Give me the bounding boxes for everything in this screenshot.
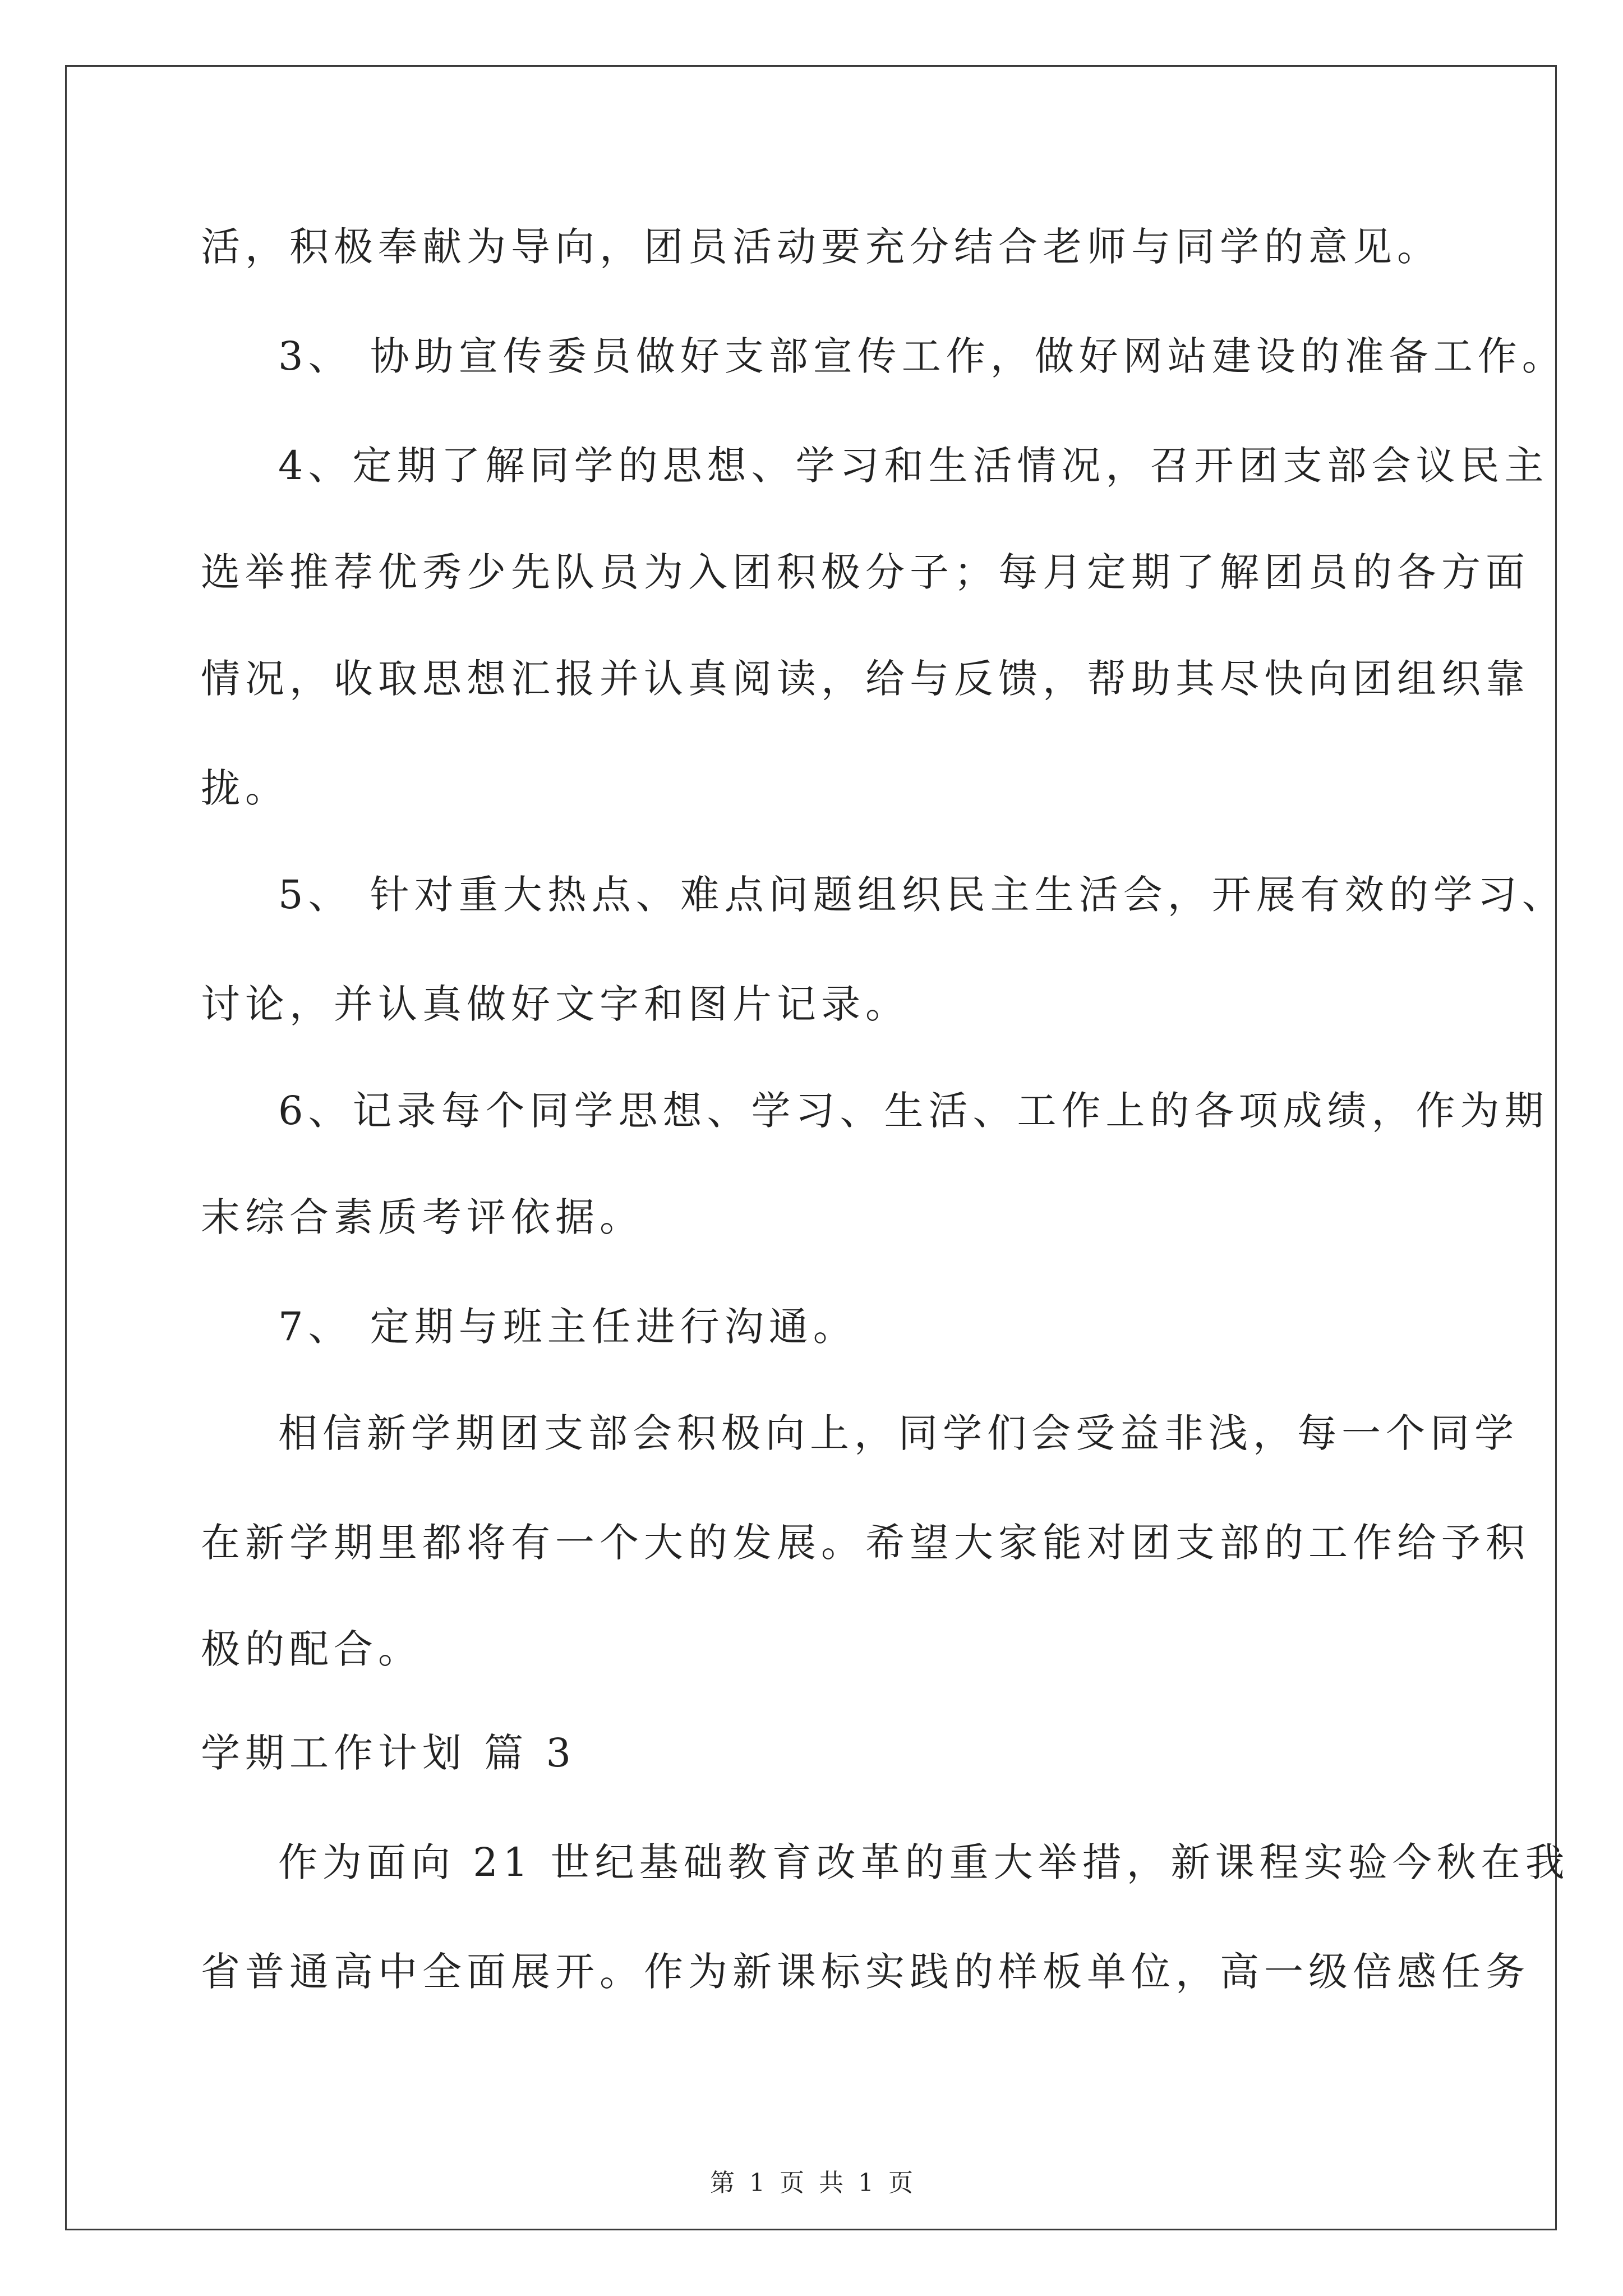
paragraph-line: 讨论，并认真做好文字和图片记录。 [201, 981, 910, 1027]
paragraph-line: 情况，收取思想汇报并认真阅读，给与反馈，帮助其尽快向团组织靠 [201, 656, 1530, 702]
paragraph-line: 在新学期里都将有一个大的发展。希望大家能对团支部的工作给予积 [201, 1520, 1530, 1566]
paragraph-line: 相信新学期团支部会积极向上，同学们会受益非浅，每一个同学 [278, 1410, 1519, 1456]
page-border [65, 65, 1557, 2230]
paragraph-line: 末综合素质考评依据。 [201, 1194, 644, 1240]
page-footer [0, 2162, 1623, 2198]
paragraph-line: 省普通高中全面展开。作为新课标实践的样板单位，高一级倍感任务 [201, 1949, 1530, 1995]
list-item-7: 7、 定期与班主任进行沟通。 [278, 1304, 857, 1350]
list-item-5: 5、 针对重大热点、难点问题组织民主生活会，开展有效的学习、 [278, 872, 1566, 918]
section-heading: 学期工作计划 篇 3 [201, 1730, 577, 1776]
paragraph-line: 活，积极奉献为导向，团员活动要充分结合老师与同学的意见。 [201, 224, 1441, 270]
paragraph-line: 极的配合。 [201, 1626, 422, 1672]
list-item-4: 4、定期了解同学的思想、学习和生活情况，召开团支部会议民主 [278, 443, 1549, 489]
page-number: 第 1 页 [710, 2169, 804, 2197]
paragraph-line: 作为面向 21 世纪基础教育改革的重大举措，新课程实验今秋在我 [278, 1839, 1570, 1885]
page-total: 共 1 页 [819, 2169, 913, 2197]
paragraph-line: 拢。 [201, 765, 289, 811]
list-item-3: 3、 协助宣传委员做好支部宣传工作，做好网站建设的准备工作。 [278, 333, 1566, 379]
paragraph-line: 选举推荐优秀少先队员为入团积极分子；每月定期了解团员的各方面 [201, 549, 1530, 595]
list-item-6: 6、记录每个同学思想、学习、生活、工作上的各项成绩，作为期 [278, 1088, 1549, 1134]
